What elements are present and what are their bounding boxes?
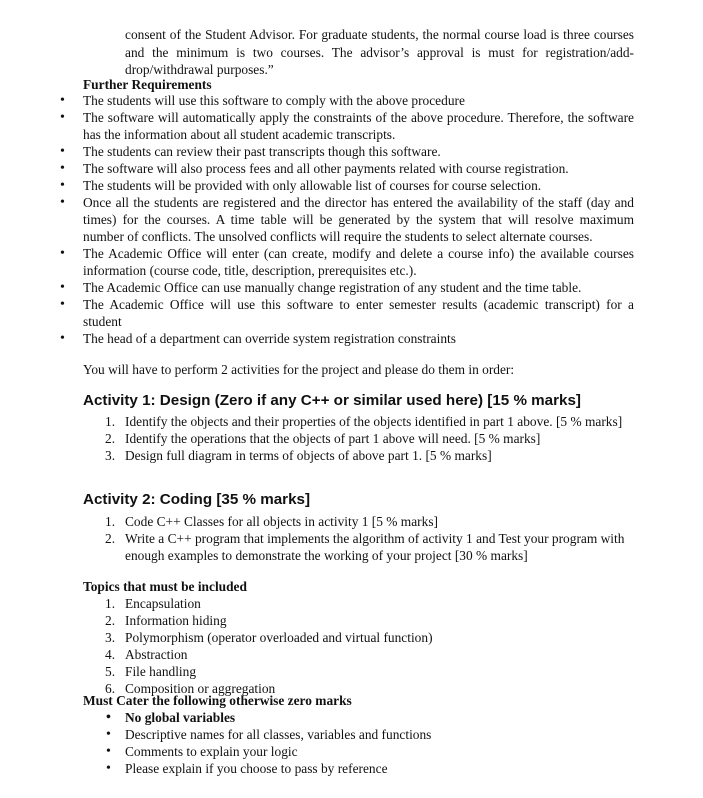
- item-text: Identify the operations that the objects of part 1 above will need. [5 % marks]: [125, 431, 541, 446]
- item-text: File handling: [125, 664, 197, 679]
- list-item: [105, 595, 635, 612]
- requirement-item: • The students will use this software to comply with the above procedure: [83, 92, 634, 109]
- further-requirements-list: [83, 92, 634, 347]
- activity-2-heading: Activity 2: Coding [35 % marks]: [83, 491, 311, 508]
- list-item: [105, 413, 635, 430]
- item-text: Identify the objects and their properties of the objects identified in part 1 above. [5 % marks]: [125, 414, 623, 429]
- topics-heading: Topics that must be included: [83, 579, 247, 594]
- requirement-item: • The students will be provided with only allowable list of courses for course selection.: [83, 177, 634, 194]
- list-item: [105, 663, 635, 680]
- item-text: Write a C++ program that implements the algorithm of activity 1 and Test your program with enough examples to demonstrate the working of your project [30 % marks]: [125, 531, 625, 563]
- list-item: [105, 646, 635, 663]
- item-text: Encapsulation: [125, 596, 201, 611]
- activity-2-list: [105, 513, 635, 564]
- item-text: Composition or aggregation: [125, 681, 276, 696]
- requirement-item: • The Academic Office can use manually change registration of any student and the time table.: [83, 279, 634, 296]
- item-number: 3.: [105, 630, 116, 645]
- item-text: Abstraction: [125, 647, 188, 662]
- item-number: 6.: [105, 681, 116, 696]
- item-number: 4.: [105, 647, 116, 662]
- list-item: [105, 530, 635, 564]
- item-number: 2.: [105, 531, 116, 546]
- requirement-item: • The software will automatically apply the constraints of the above procedure. Therefore, the software has the information about all student academic transcripts.: [83, 109, 634, 143]
- list-item: [105, 612, 635, 629]
- must-cater-heading: Must Cater the following otherwise zero marks: [83, 693, 352, 708]
- must-cater-list: [125, 709, 431, 777]
- quoted-policy-text: consent of the Student Advisor. For graduate students, the normal course load is three courses and the minimum is two courses. The advisor’s approval is must for registration/add-drop/withdrawal purposes.”: [125, 27, 634, 77]
- requirement-item: • The Academic Office will use this software to enter semester results (academic transcript) for a student: [83, 296, 634, 330]
- list-item: [105, 513, 635, 530]
- item-number: 2.: [105, 613, 116, 628]
- list-item: • Comments to explain your logic: [125, 743, 431, 760]
- requirement-item: • The head of a department can override system registration constraints: [83, 330, 634, 347]
- further-requirements-heading: Further Requirements: [83, 77, 212, 92]
- item-text: Design full diagram in terms of objects of above part 1. [5 % marks]: [125, 448, 492, 463]
- requirement-item: • Once all the students are registered and the director has entered the availability of the staff (day and times) for the courses. A time table will be generated by the system that will resolve maximum number of conflicts. The unsolved conflicts will require the students to select alternate courses.: [83, 194, 634, 245]
- activity-1-list: [105, 413, 635, 464]
- list-item: [105, 629, 635, 646]
- requirement-item: • The students can review their past transcripts though this software.: [83, 143, 634, 160]
- requirement-item: • The Academic Office will enter (can create, modify and delete a course info) the available courses information (course code, title, description, prerequisites etc.).: [83, 245, 634, 279]
- item-text: Polymorphism (operator overloaded and virtual function): [125, 630, 433, 645]
- list-item: • Please explain if you choose to pass by reference: [125, 760, 431, 777]
- item-number: 2.: [105, 431, 116, 446]
- list-item: [105, 447, 635, 464]
- activities-intro: You will have to perform 2 activities for the project and please do them in order:: [83, 362, 515, 377]
- item-text: Information hiding: [125, 613, 227, 628]
- topics-list: [105, 595, 635, 697]
- list-item: [105, 430, 635, 447]
- item-number: 5.: [105, 664, 116, 679]
- item-number: 1.: [105, 596, 116, 611]
- item-number: 1.: [105, 414, 116, 429]
- list-item: • Descriptive names for all classes, variables and functions: [125, 726, 431, 743]
- item-number: 3.: [105, 448, 116, 463]
- requirement-item: • The software will also process fees and all other payments related with course registration.: [83, 160, 634, 177]
- activity-1-heading: Activity 1: Design (Zero if any C++ or similar used here) [15 % marks]: [83, 392, 581, 409]
- item-number: 1.: [105, 514, 116, 529]
- item-text: Code C++ Classes for all objects in activity 1 [5 % marks]: [125, 514, 438, 529]
- list-item: • No global variables: [125, 709, 431, 726]
